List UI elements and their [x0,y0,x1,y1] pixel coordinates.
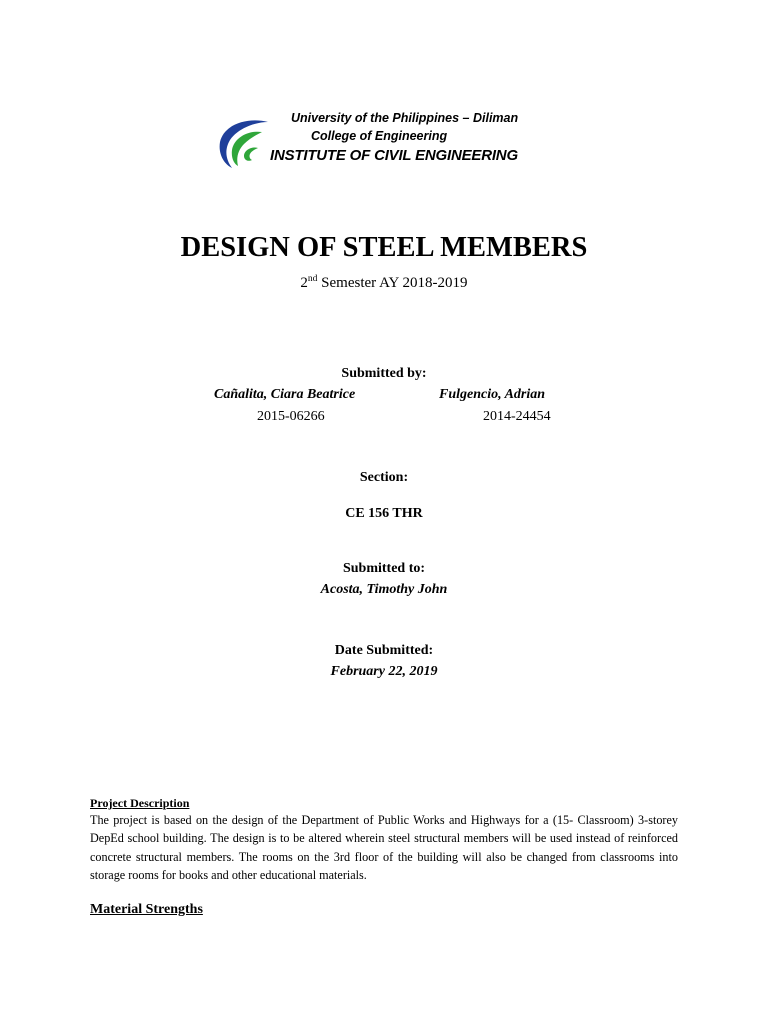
material-strengths-heading: Material Strengths [90,902,203,917]
university-name: University of the Philippines – Diliman [291,111,519,125]
submitted-by-label: Submitted by: [341,366,427,381]
project-description-heading: Project Description [90,796,190,810]
section-value: CE 156 THR [345,506,423,521]
semester-line [0,276,768,291]
institution-header [218,110,558,170]
submitted-to-label: Submitted to: [342,561,426,576]
semester-ordinal: 2 [300,275,308,291]
section-label: Section: [359,470,409,485]
college-name: College of Engineering [311,129,448,143]
semester-ordinal-suffix: nd [307,274,318,284]
document-title: DESIGN OF STEEL MEMBERS [180,232,588,263]
author-id: 2014-24454 [483,409,551,424]
ice-swoosh-logo-icon [218,118,272,170]
author-id: 2015-06266 [257,409,325,424]
date-submitted-label: Date Submitted: [334,643,434,658]
date-submitted-value: February 22, 2019 [330,664,438,679]
project-description-body: The project is based on the design of the Department of Public Works and Highways for a (15- Classroom) 3-storey DepEd school building. The design is to be altered wherein steel structural members will be used instead of reinforced concrete structural members. The rooms on the 3rd floor of the building will also be changed from classrooms into storage rooms for books and other educational materials. [90,813,678,882]
author-name: Cañalita, Ciara Beatrice [214,387,356,402]
institute-name: INSTITUTE OF CIVIL ENGINEERING [270,147,518,164]
author-name: Fulgencio, Adrian [439,387,546,402]
semester-text: Semester AY 2018-2019 [317,275,468,291]
submitted-to-name: Acosta, Timothy John [320,582,448,597]
